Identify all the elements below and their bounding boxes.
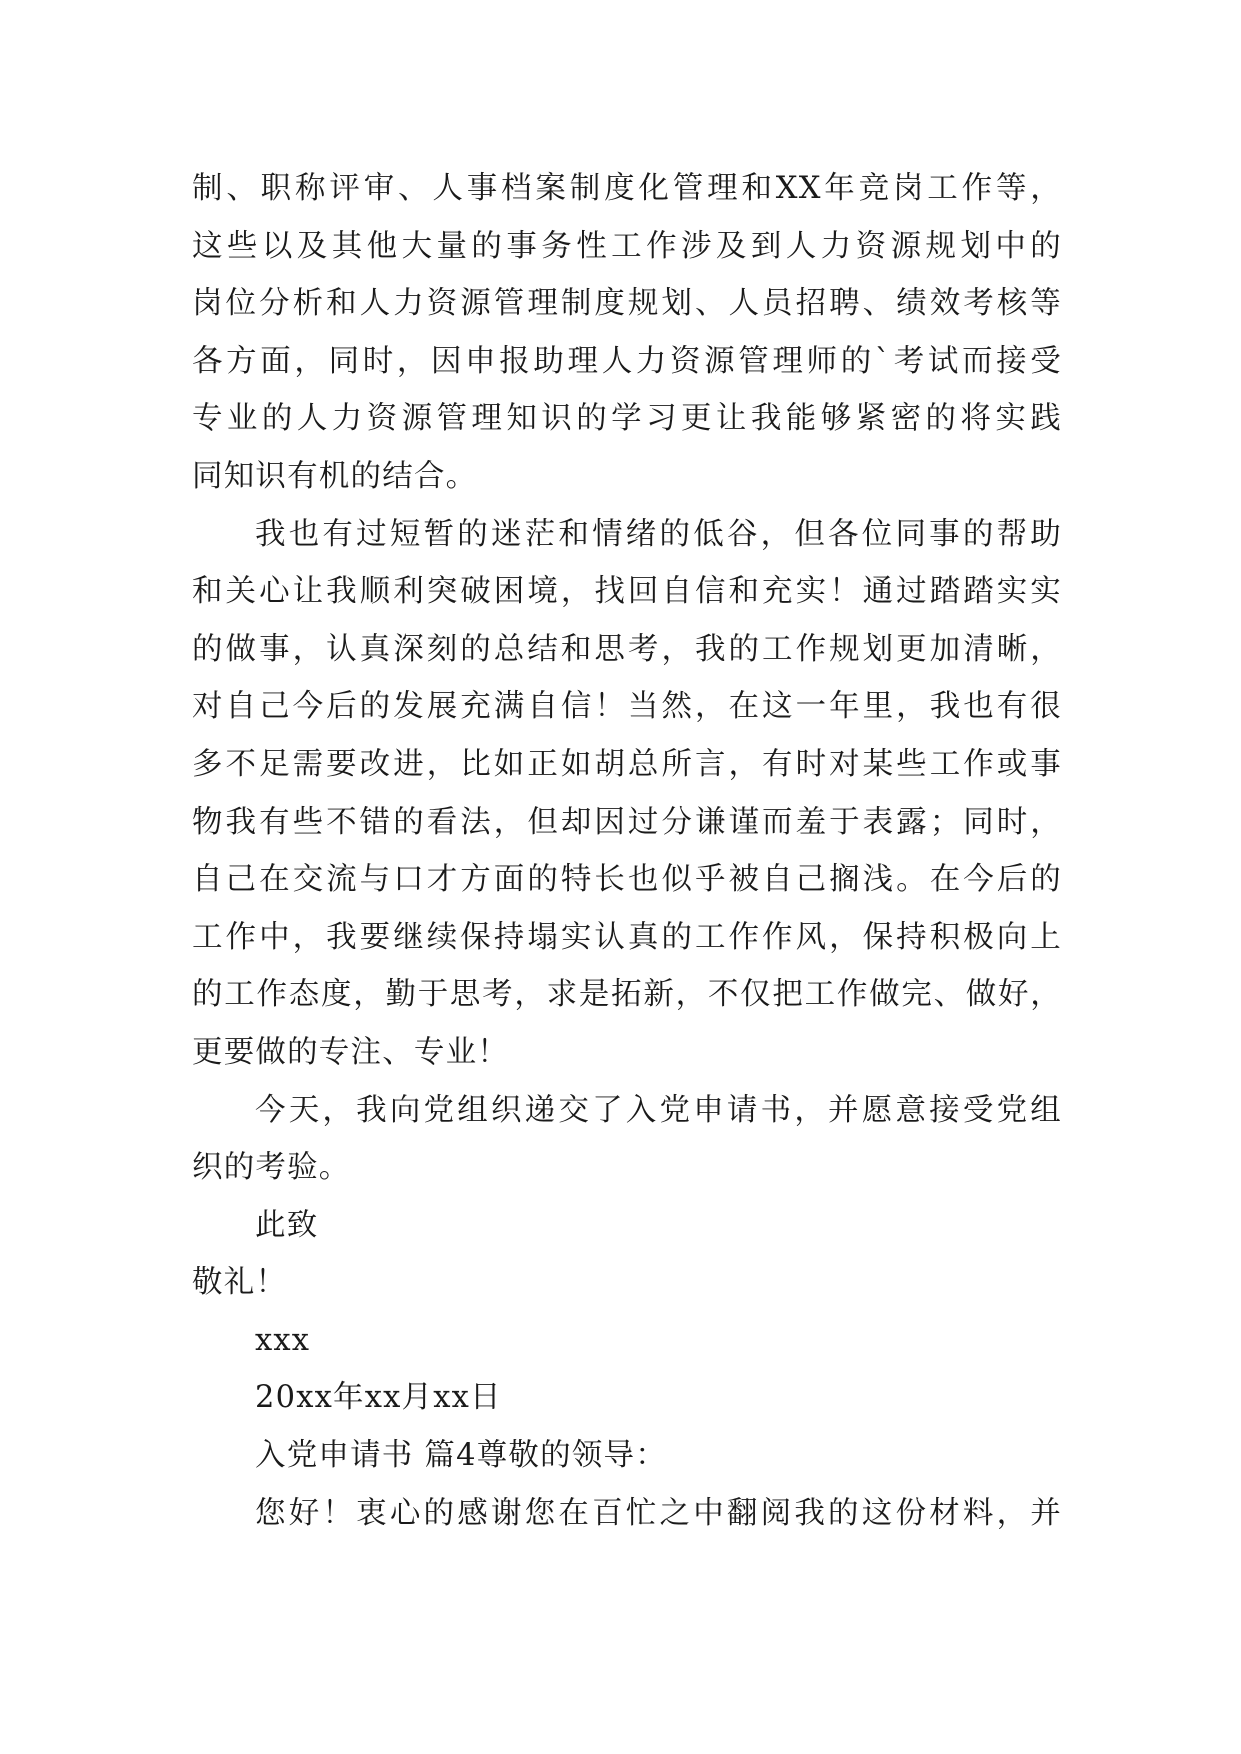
text-line: 更要做的专注、专业！ — [192, 1034, 509, 1070]
text-line: 同知识有机的结合。 — [192, 458, 478, 494]
text-line: 物我有些不错的看法，但却因过分谦谨而羞于表露；同时， — [192, 804, 1062, 840]
text-line: 20xx年xx月xx日 — [255, 1380, 502, 1416]
text-line: 入党申请书 篇4尊敬的领导： — [255, 1438, 667, 1474]
text-line: 专业的人力资源管理知识的学习更让我能够紧密的将实践 — [192, 401, 1062, 437]
text-line: 对自己今后的发展充满自信！当然，在这一年里，我也有很 — [192, 689, 1062, 725]
text-line: xxx — [255, 1322, 311, 1358]
text-line: 各方面，同时，因申报助理人力资源管理师的`考试而接受 — [192, 343, 1062, 379]
text-line: 今天，我向党组织递交了入党申请书，并愿意接受党组 — [255, 1092, 1062, 1128]
text-line: 此致 — [255, 1207, 319, 1243]
text-line: 自己在交流与口才方面的特长也似乎被自己搁浅。在今后的 — [192, 862, 1062, 898]
text-line: 和关心让我顺利突破困境，找回自信和充实！通过踏踏实实 — [192, 574, 1062, 610]
document-body — [192, 160, 1062, 1542]
text-line: 工作中，我要继续保持塌实认真的工作作风，保持积极向上 — [192, 919, 1062, 955]
text-line: 多不足需要改进，比如正如胡总所言，有时对某些工作或事 — [192, 746, 1062, 782]
text-line: 织的考验。 — [192, 1150, 351, 1186]
text-line: 的做事，认真深刻的总结和思考，我的工作规划更加清晰， — [192, 631, 1062, 667]
text-line: 这些以及其他大量的事务性工作涉及到人力资源规划中的 — [192, 228, 1062, 264]
text-line: 的工作态度，勤于思考，求是拓新，不仅把工作做完、做好， — [192, 977, 1062, 1013]
text-line: 我也有过短暂的迷茫和情绪的低谷，但各位同事的帮助 — [255, 516, 1062, 552]
text-line: 岗位分析和人力资源管理制度规划、人员招聘、绩效考核等 — [192, 286, 1062, 322]
text-line: 敬礼！ — [192, 1265, 288, 1301]
text-line: 制、职称评审、人事档案制度化管理和XX年竞岗工作等， — [192, 171, 1062, 206]
text-line: 您好！衷心的感谢您在百忙之中翻阅我的这份材料，并 — [255, 1495, 1062, 1531]
